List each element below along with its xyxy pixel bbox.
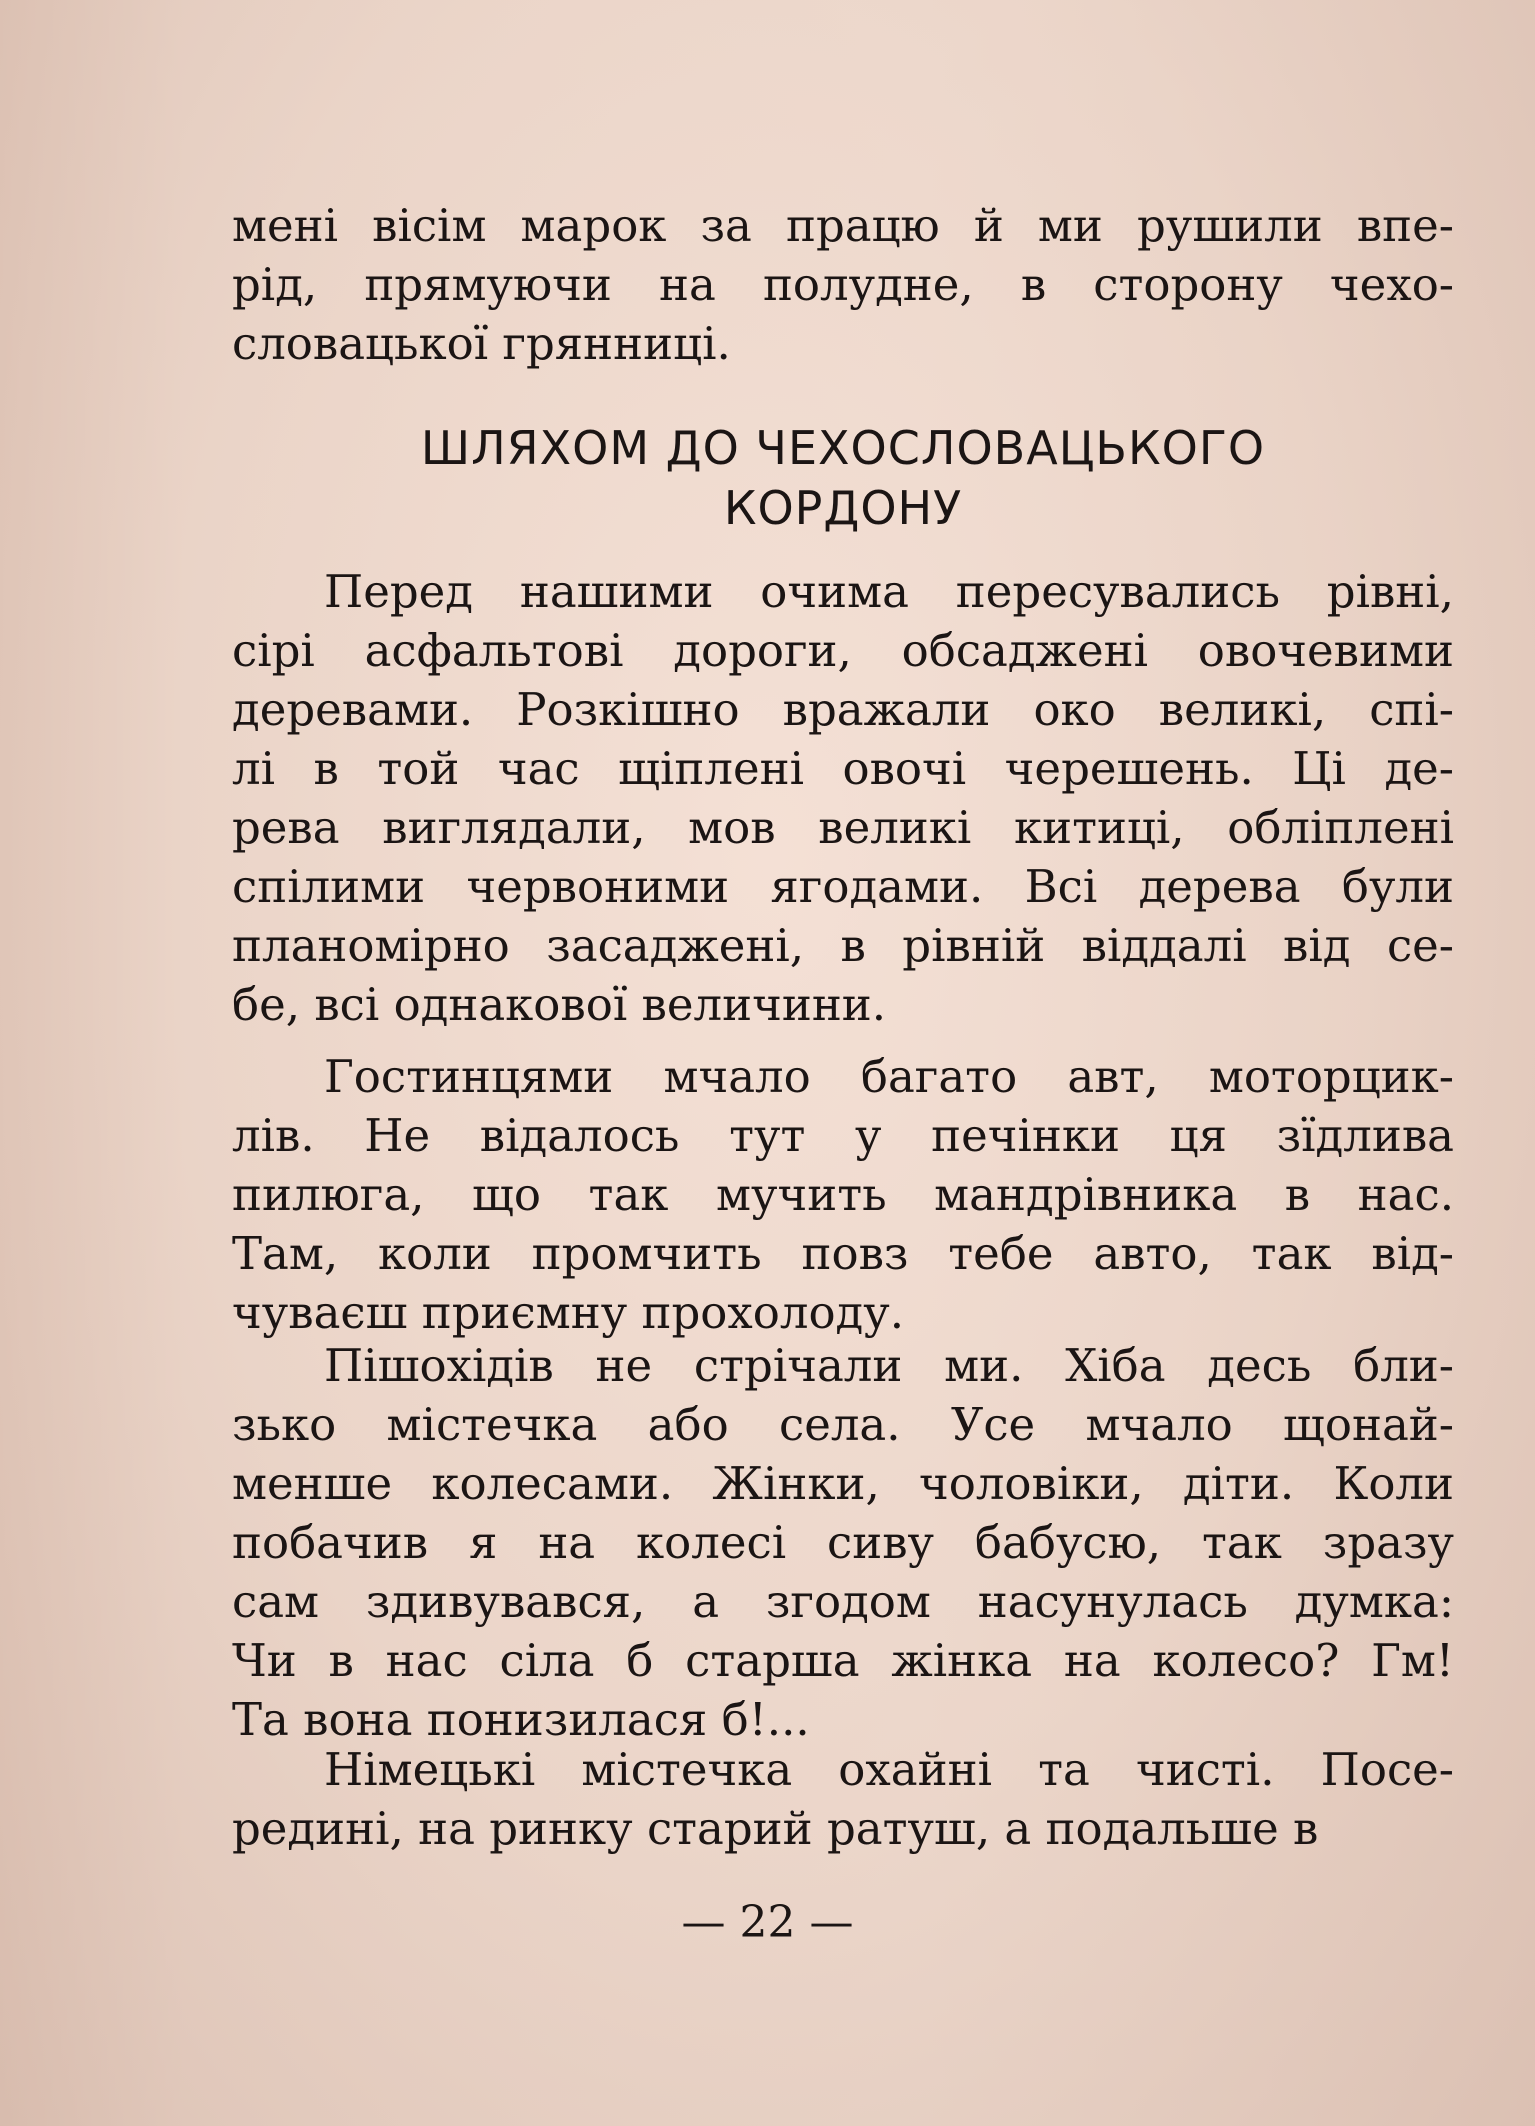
paragraph-1 [232, 562, 1454, 1034]
text-line: лів. Не відалось тут у печінки ця зїдлива [232, 1109, 1454, 1162]
text-line: лі в той час щіплені овочі черешень. Ці де- [232, 742, 1454, 795]
text-line: пилюга, що так мучить мандрівника в нас. [232, 1168, 1454, 1221]
text-line: Німецькі містечка охайні та чисті. Посе- [324, 1743, 1454, 1796]
text-line: мені вісім марок за працю й ми рушили впе- [232, 199, 1454, 252]
section-heading [232, 418, 1454, 538]
text-line: Пішохідів не стрічали ми. Хіба десь бли- [324, 1339, 1454, 1392]
text-line: деревами. Розкішно вражали око великі, спі- [232, 683, 1454, 736]
page-number: — 22 — [681, 1897, 854, 1948]
text-line: сам здивувався, а згодом насунулась думка: [232, 1575, 1454, 1628]
text-line: побачив я на колесі сиву бабусю, так зразу [232, 1516, 1454, 1569]
text-line: Та вона понизилася б!... [232, 1693, 810, 1746]
text-line: редині, на ринку старий ратуш, а подальше в [232, 1802, 1319, 1855]
text-line: рева виглядали, мов великі китиці, обліплені [232, 801, 1454, 854]
text-line: Чи в нас сіла б старша жінка на колесо? Гм! [232, 1634, 1454, 1687]
text-line: словацької грянниці. [232, 317, 731, 370]
text-line: зько містечка або села. Усе мчало щонай- [232, 1398, 1454, 1451]
heading-line-2: КОРДОНУ [723, 481, 963, 535]
text-line: чуваєш приємну прохолоду. [232, 1286, 905, 1339]
paragraph-2 [232, 1047, 1454, 1342]
text-line: сірі асфальтові дороги, обсаджені овочевими [232, 624, 1454, 677]
text-line: бе, всі однакової величини. [232, 978, 887, 1031]
heading-line-1: ШЛЯХОМ ДО ЧЕХОСЛОВАЦЬКОГО [420, 421, 1266, 475]
text-line: рід, прямуючи на полудне, в сторону чехо- [232, 258, 1454, 311]
text-line: менше колесами. Жінки, чоловіки, діти. Коли [232, 1457, 1454, 1510]
intro-text [232, 196, 1454, 373]
text-line: планомірно засаджені, в рівній віддалі від се- [232, 919, 1454, 972]
text-line: Гостинцями мчало багато авт, моторцик- [324, 1050, 1454, 1103]
paragraph-4 [232, 1740, 1454, 1858]
text-line: спілими червоними ягодами. Всі дерева були [232, 860, 1454, 913]
text-line: Перед нашими очима пересувались рівні, [324, 565, 1454, 618]
paragraph-3 [232, 1336, 1454, 1749]
text-line: Там, коли промчить повз тебе авто, так від- [232, 1227, 1454, 1280]
